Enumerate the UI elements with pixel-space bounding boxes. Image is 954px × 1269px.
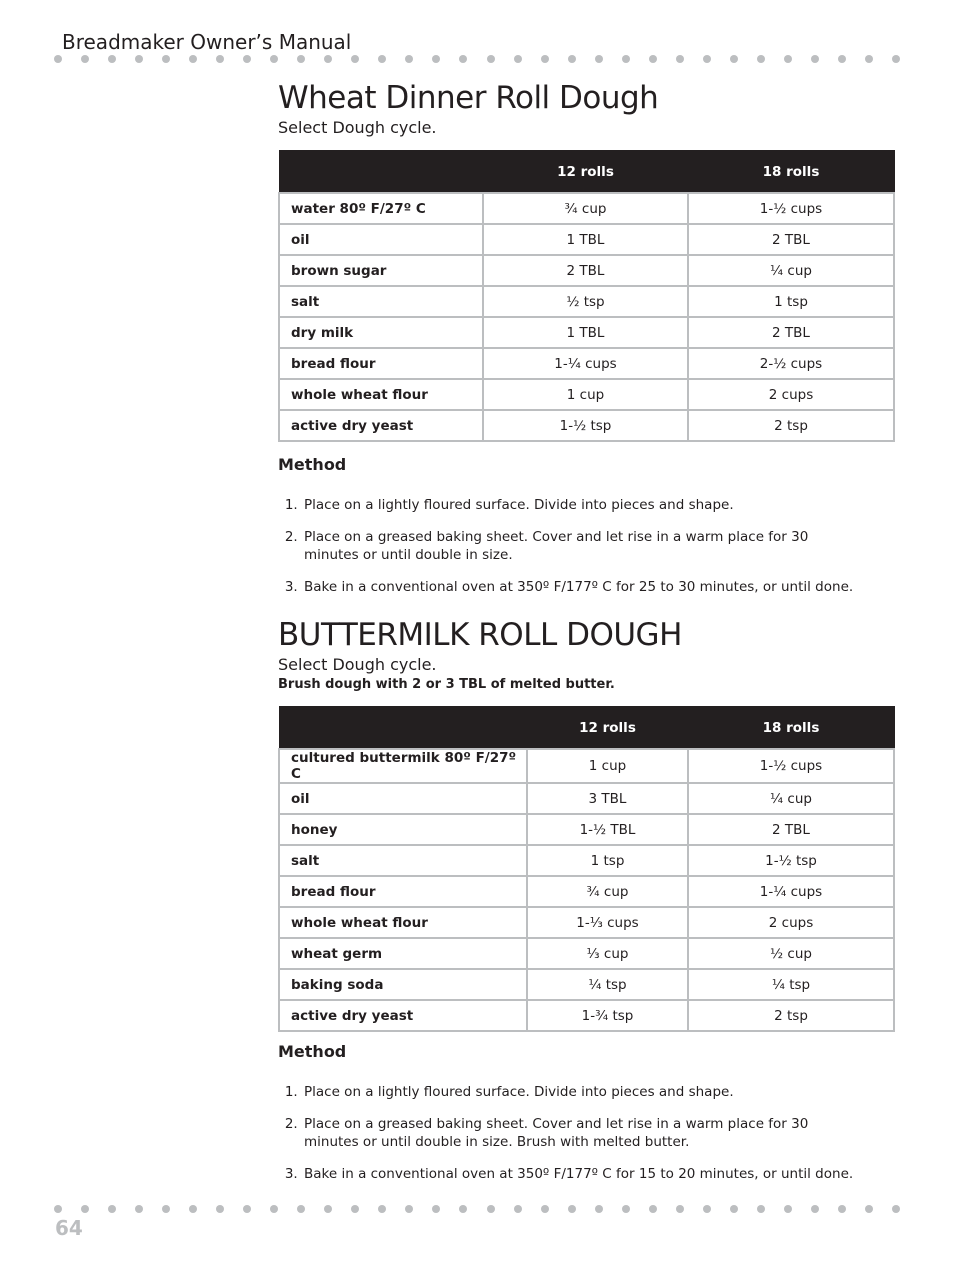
ingredient-name: oil — [279, 224, 483, 255]
dot-ornament — [487, 1205, 495, 1213]
quantity-18: 1-½ tsp — [688, 845, 894, 876]
dot-ornament — [487, 55, 495, 63]
table-header-row — [279, 707, 894, 750]
table-row — [279, 749, 894, 783]
ingredient-name: bread flour — [279, 876, 527, 907]
quantity-18: 1-¼ cups — [688, 876, 894, 907]
quantity-12: ¼ tsp — [527, 969, 688, 1000]
quantity-18: 2 tsp — [688, 410, 894, 441]
quantity-18: 2 TBL — [688, 224, 894, 255]
quantity-12: 1-¾ tsp — [527, 1000, 688, 1031]
method-step: 2. Place on a greased baking sheet. Cover and let rise in a warm place for 30 minutes or until double in size. Brush with melted butter. — [302, 1115, 862, 1151]
quantity-18: 2 cups — [688, 379, 894, 410]
table-row — [279, 783, 894, 814]
quantity-12: ½ tsp — [483, 286, 688, 317]
method-step: 3. Bake in a conventional oven at 350º F/177º C for 25 to 30 minutes, or until done. — [302, 578, 862, 596]
quantity-18: ¼ cup — [688, 255, 894, 286]
dot-ornament — [297, 55, 305, 63]
dot-ornament — [784, 1205, 792, 1213]
table-row — [279, 938, 894, 969]
column-header: 12 rolls — [527, 707, 688, 750]
table-row — [279, 876, 894, 907]
table-row — [279, 193, 894, 224]
dot-ornament — [459, 55, 467, 63]
dot-ornament — [622, 55, 630, 63]
ingredient-name: salt — [279, 845, 527, 876]
dot-ornament — [676, 1205, 684, 1213]
quantity-18: 1-½ cups — [688, 193, 894, 224]
dot-ornament — [54, 1205, 62, 1213]
dot-ornament — [54, 55, 62, 63]
dot-ornament — [892, 55, 900, 63]
ingredient-name: dry milk — [279, 317, 483, 348]
dot-ornament — [81, 55, 89, 63]
method-step: 1. Place on a lightly floured surface. Divide into pieces and shape. — [302, 496, 862, 514]
dot-ornament — [703, 1205, 711, 1213]
dot-ornament — [270, 1205, 278, 1213]
table-row — [279, 255, 894, 286]
dot-ornament — [216, 1205, 224, 1213]
quantity-12: ⅓ cup — [527, 938, 688, 969]
cycle-instruction: Select Dough cycle. — [278, 655, 437, 674]
quantity-12: 1 cup — [527, 749, 688, 783]
quantity-12: 1 tsp — [527, 845, 688, 876]
column-header: 18 rolls — [688, 707, 894, 750]
dot-ornament — [541, 1205, 549, 1213]
dot-ornament — [541, 55, 549, 63]
dot-ornament — [757, 55, 765, 63]
method-step: 3. Bake in a conventional oven at 350º F/177º C for 15 to 20 minutes, or until done. — [302, 1165, 862, 1183]
ingredient-name: salt — [279, 286, 483, 317]
table-row — [279, 224, 894, 255]
dot-ornament — [838, 1205, 846, 1213]
dot-ornament — [243, 1205, 251, 1213]
bottom-dotted-rule — [54, 1204, 900, 1214]
quantity-12: 1-½ TBL — [527, 814, 688, 845]
butter-note: Brush dough with 2 or 3 TBL of melted butter. — [278, 677, 615, 692]
dot-ornament — [730, 1205, 738, 1213]
table-row — [279, 286, 894, 317]
dot-ornament — [270, 55, 278, 63]
table-row — [279, 348, 894, 379]
quantity-18: ¼ tsp — [688, 969, 894, 1000]
ingredient-name: brown sugar — [279, 255, 483, 286]
quantity-12: 1-⅓ cups — [527, 907, 688, 938]
ingredient-name: active dry yeast — [279, 1000, 527, 1031]
quantity-18: 2-½ cups — [688, 348, 894, 379]
ingredients-table-wrapper — [278, 706, 893, 1032]
dot-ornament — [297, 1205, 305, 1213]
dot-ornament — [514, 1205, 522, 1213]
dot-ornament — [514, 55, 522, 63]
ingredient-name: baking soda — [279, 969, 527, 1000]
table-row — [279, 907, 894, 938]
page-number: 64 — [55, 1216, 83, 1240]
quantity-18: 2 tsp — [688, 1000, 894, 1031]
dot-ornament — [405, 1205, 413, 1213]
dot-ornament — [243, 55, 251, 63]
quantity-12: 1 cup — [483, 379, 688, 410]
quantity-12: 1-½ tsp — [483, 410, 688, 441]
dot-ornament — [622, 1205, 630, 1213]
ingredient-name: cultured buttermilk 80º F/27º C — [279, 749, 527, 783]
dot-ornament — [108, 1205, 116, 1213]
quantity-12: 1 TBL — [483, 317, 688, 348]
quantity-12: 1-¼ cups — [483, 348, 688, 379]
dot-ornament — [838, 55, 846, 63]
table-row — [279, 317, 894, 348]
dot-ornament — [189, 1205, 197, 1213]
dot-ornament — [405, 55, 413, 63]
quantity-18: 1 tsp — [688, 286, 894, 317]
recipe-title: BUTTERMILK ROLL DOUGH — [278, 617, 682, 653]
table-row — [279, 410, 894, 441]
method-steps — [278, 496, 862, 596]
ingredients-table-wrapper — [278, 150, 893, 442]
dot-ornament — [324, 1205, 332, 1213]
method-steps-wrapper — [278, 496, 893, 610]
manual-title: Breadmaker Owner’s Manual — [62, 30, 352, 54]
ingredient-name: oil — [279, 783, 527, 814]
quantity-18: 2 TBL — [688, 317, 894, 348]
ingredients-table — [278, 706, 895, 1032]
ingredient-name: whole wheat flour — [279, 907, 527, 938]
top-dotted-rule — [54, 54, 900, 64]
quantity-12: 3 TBL — [527, 783, 688, 814]
method-heading: Method — [278, 1042, 347, 1061]
method-step: 2. Place on a greased baking sheet. Cover and let rise in a warm place for 30 minutes or until double in size. — [302, 528, 862, 564]
quantity-18: 2 TBL — [688, 814, 894, 845]
cycle-instruction: Select Dough cycle. — [278, 118, 437, 137]
dot-ornament — [595, 1205, 603, 1213]
dot-ornament — [162, 55, 170, 63]
quantity-18: 1-½ cups — [688, 749, 894, 783]
ingredient-name: whole wheat flour — [279, 379, 483, 410]
dot-ornament — [351, 1205, 359, 1213]
dot-ornament — [81, 1205, 89, 1213]
dot-ornament — [865, 1205, 873, 1213]
table-header-row — [279, 151, 894, 194]
dot-ornament — [432, 55, 440, 63]
dot-ornament — [135, 1205, 143, 1213]
method-steps — [278, 1083, 862, 1183]
dot-ornament — [568, 1205, 576, 1213]
method-section — [278, 1042, 893, 1062]
method-steps-wrapper — [278, 1083, 893, 1197]
dot-ornament — [108, 55, 116, 63]
dot-ornament — [649, 1205, 657, 1213]
dot-ornament — [811, 55, 819, 63]
dot-ornament — [730, 55, 738, 63]
dot-ornament — [595, 55, 603, 63]
ingredient-name: honey — [279, 814, 527, 845]
ingredient-name: bread flour — [279, 348, 483, 379]
dot-ornament — [865, 55, 873, 63]
recipe-title: Wheat Dinner Roll Dough — [278, 80, 659, 116]
dot-ornament — [135, 55, 143, 63]
quantity-18: ½ cup — [688, 938, 894, 969]
quantity-18: 2 cups — [688, 907, 894, 938]
quantity-12: 2 TBL — [483, 255, 688, 286]
quantity-12: 1 TBL — [483, 224, 688, 255]
column-header — [279, 707, 527, 750]
dot-ornament — [432, 1205, 440, 1213]
table-row — [279, 1000, 894, 1031]
column-header: 18 rolls — [688, 151, 894, 194]
dot-ornament — [892, 1205, 900, 1213]
table-row — [279, 814, 894, 845]
dot-ornament — [324, 55, 332, 63]
dot-ornament — [784, 55, 792, 63]
dot-ornament — [757, 1205, 765, 1213]
ingredient-name: water 80º F/27º C — [279, 193, 483, 224]
table-row — [279, 969, 894, 1000]
table-row — [279, 379, 894, 410]
quantity-12: ¾ cup — [483, 193, 688, 224]
dot-ornament — [351, 55, 359, 63]
quantity-12: ¾ cup — [527, 876, 688, 907]
ingredient-name: active dry yeast — [279, 410, 483, 441]
method-section — [278, 455, 893, 475]
dot-ornament — [676, 55, 684, 63]
ingredient-name: wheat germ — [279, 938, 527, 969]
ingredients-table — [278, 150, 895, 442]
dot-ornament — [378, 55, 386, 63]
column-header: 12 rolls — [483, 151, 688, 194]
table-row — [279, 845, 894, 876]
dot-ornament — [378, 1205, 386, 1213]
dot-ornament — [162, 1205, 170, 1213]
dot-ornament — [568, 55, 576, 63]
dot-ornament — [703, 55, 711, 63]
dot-ornament — [649, 55, 657, 63]
dot-ornament — [189, 55, 197, 63]
method-heading: Method — [278, 455, 347, 474]
recipe-wheat-dinner-roll — [278, 80, 893, 138]
dot-ornament — [216, 55, 224, 63]
quantity-18: ¼ cup — [688, 783, 894, 814]
recipe-buttermilk-roll — [278, 617, 893, 693]
method-step: 1. Place on a lightly floured surface. Divide into pieces and shape. — [302, 1083, 862, 1101]
dot-ornament — [811, 1205, 819, 1213]
dot-ornament — [459, 1205, 467, 1213]
column-header — [279, 151, 483, 194]
